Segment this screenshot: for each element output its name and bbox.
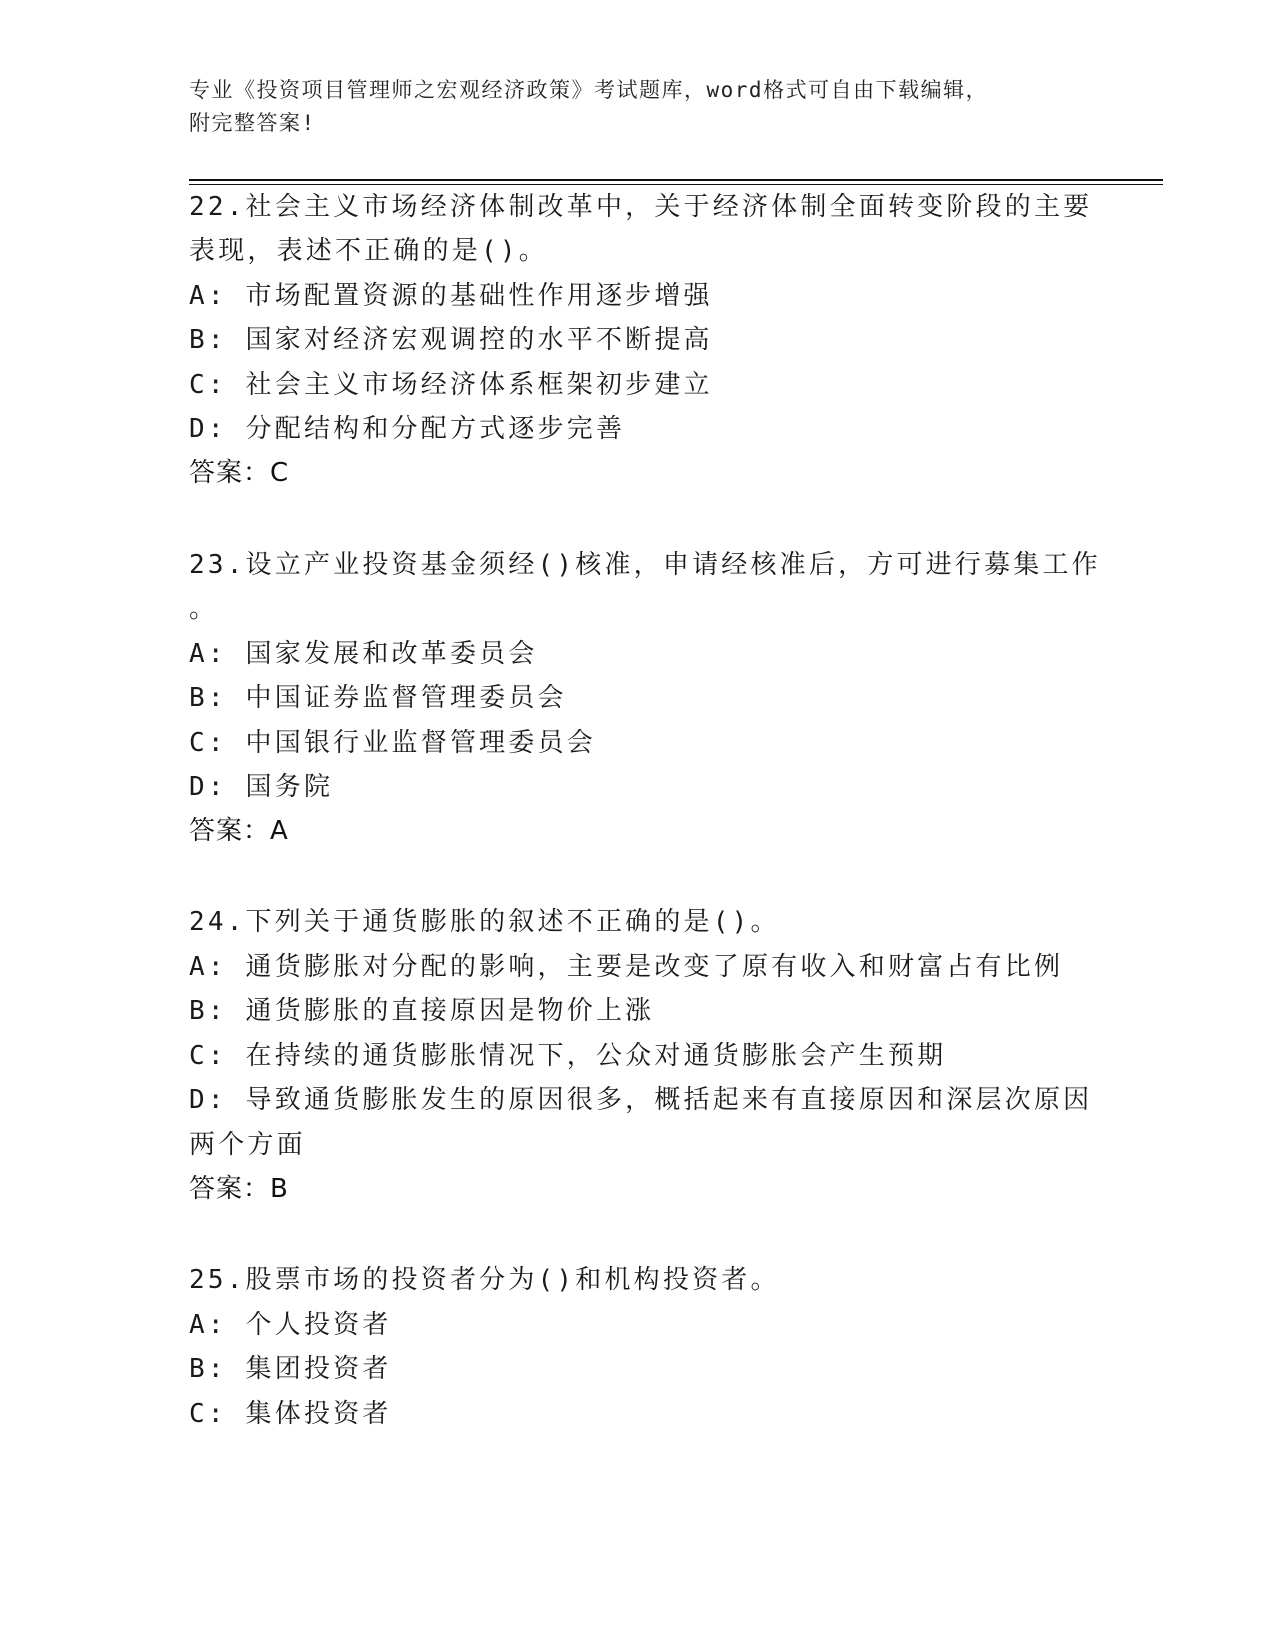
question-22-option-d: D: 分配结构和分配方式逐步完善 <box>189 414 626 444</box>
question-24-stem-line-1: 24.下列关于通货膨胀的叙述不正确的是()。 <box>189 907 780 937</box>
question-22-stem-line-1: 22.社会主义市场经济体制改革中，关于经济体制全面转变阶段的主要 <box>189 192 1093 222</box>
question-22-option-c: C: 社会主义市场经济体系框架初步建立 <box>189 370 713 400</box>
header-line-1: 专业《投资项目管理师之宏观经济政策》考试题库，word格式可自由下载编辑， <box>189 78 989 102</box>
question-23-answer: 答案：A <box>189 816 289 846</box>
question-24-option-c: C: 在持续的通货膨胀情况下，公众对通货膨胀会产生预期 <box>189 1041 947 1071</box>
header-divider-thick <box>189 179 1163 181</box>
question-22-option-a: A: 市场配置资源的基础性作用逐步增强 <box>189 281 713 311</box>
question-24-option-a: A: 通货膨胀对分配的影响，主要是改变了原有收入和财富占有比例 <box>189 952 1064 982</box>
question-25-option-a: A: 个人投资者 <box>189 1310 392 1340</box>
question-23-option-a: A: 国家发展和改革委员会 <box>189 639 538 669</box>
question-24-option-b: B: 通货膨胀的直接原因是物价上涨 <box>189 996 655 1026</box>
question-24-option-d: D: 导致通货膨胀发生的原因很多，概括起来有直接原因和深层次原因 <box>189 1085 1093 1115</box>
header-divider-thin <box>189 184 1163 185</box>
question-22-option-b: B: 国家对经济宏观调控的水平不断提高 <box>189 325 713 355</box>
question-25-option-b: B: 集团投资者 <box>189 1354 392 1384</box>
question-23-option-c: C: 中国银行业监督管理委员会 <box>189 728 596 758</box>
question-23-stem-line-1: 23.设立产业投资基金须经()核准，申请经核准后，方可进行募集工作 <box>189 550 1101 580</box>
question-25-option-c: C: 集体投资者 <box>189 1399 392 1429</box>
header-line-2: 附完整答案! <box>189 111 316 135</box>
question-23-option-d: D: 国务院 <box>189 772 334 802</box>
question-22-stem-line-2: 表现，表述不正确的是()。 <box>189 236 548 266</box>
document-header <box>189 74 1089 140</box>
question-24-option-d-continued: 两个方面 <box>189 1130 306 1160</box>
question-25-stem-line-1: 25.股票市场的投资者分为()和机构投资者。 <box>189 1265 780 1295</box>
question-22-answer: 答案：C <box>189 458 290 488</box>
question-23-option-b: B: 中国证券监督管理委员会 <box>189 683 567 713</box>
question-24-answer: 答案：B <box>189 1174 289 1204</box>
question-23-stem-line-2: 。 <box>189 594 219 624</box>
